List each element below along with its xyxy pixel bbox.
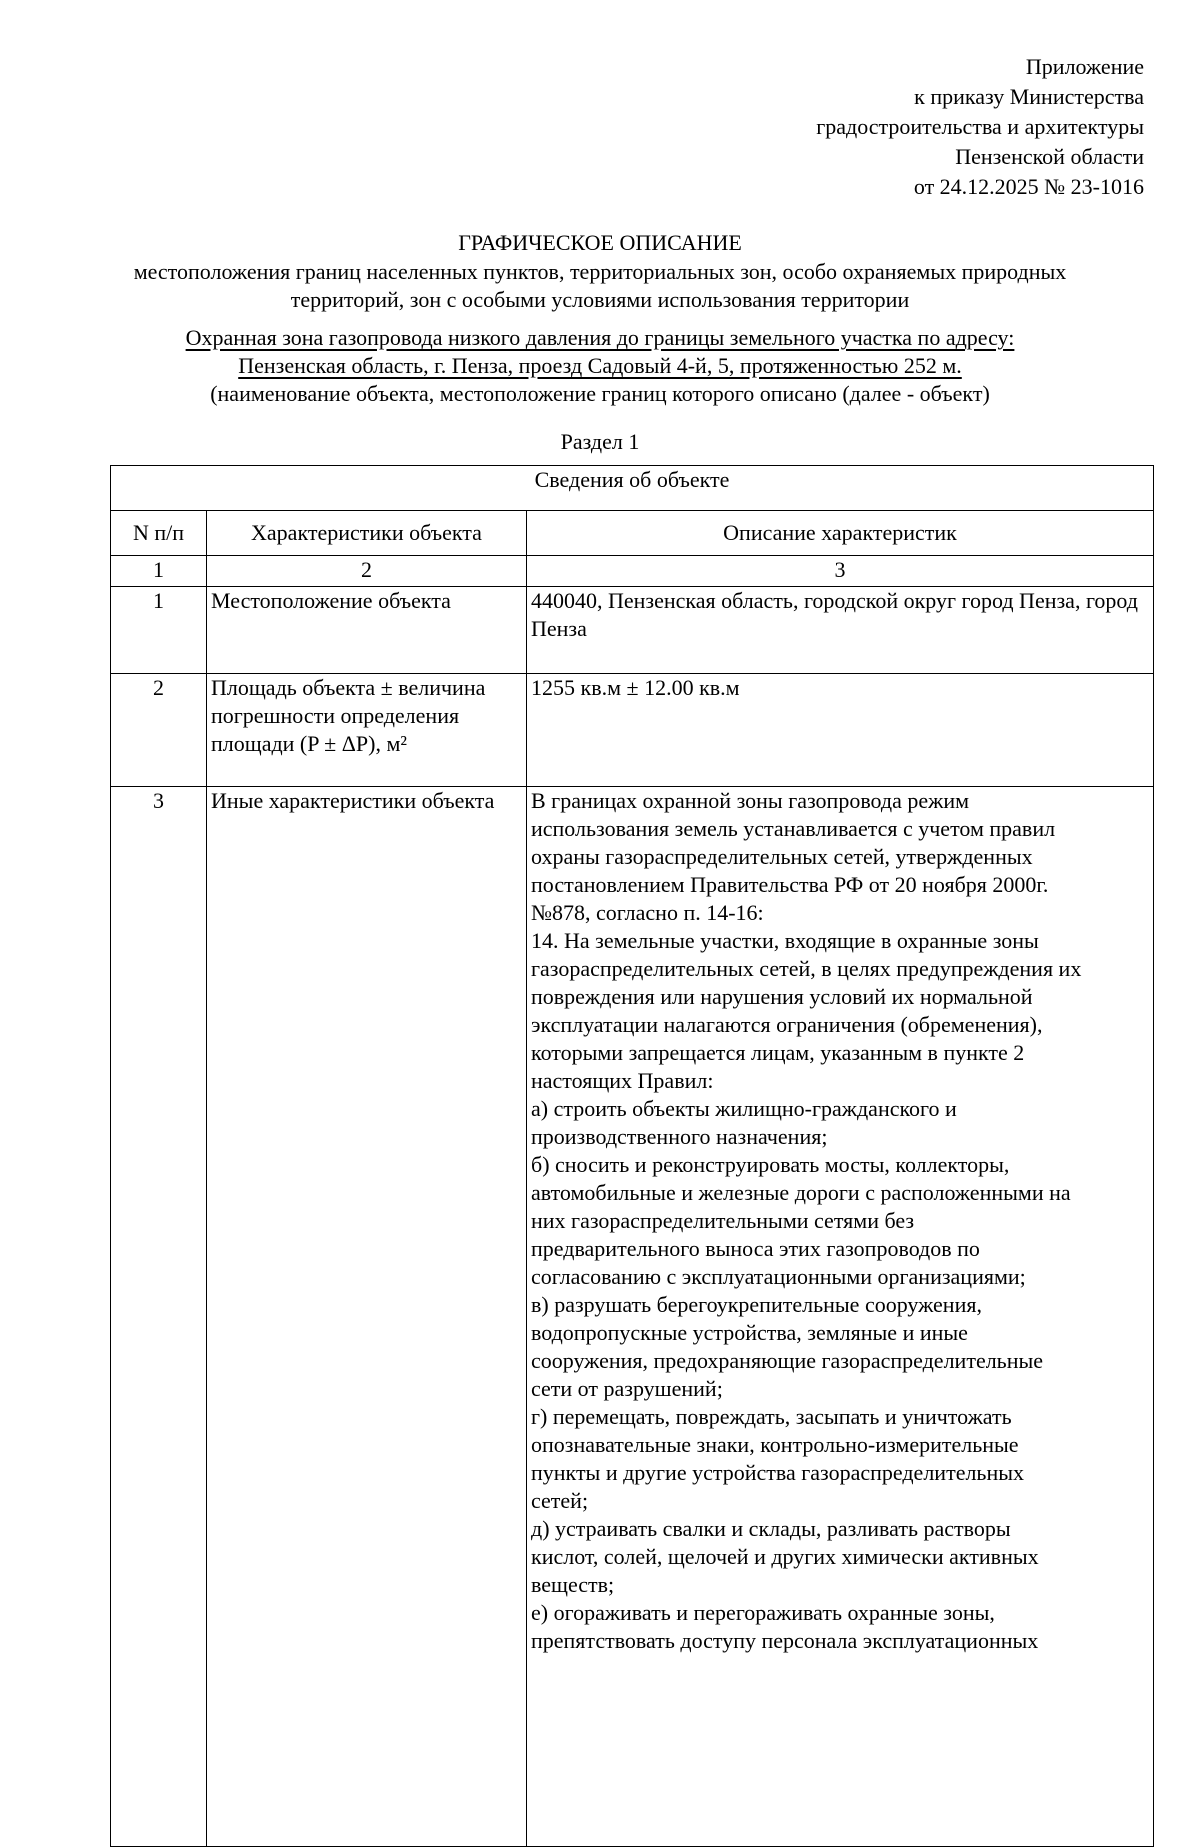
appendix-reference (816, 52, 1144, 202)
appendix-line: градостроительства и архитектуры (816, 114, 1144, 139)
title-block (100, 228, 1100, 456)
object-name-line1: Охранная зона газопровода низкого давления до границы земельного участка по адресу: (185, 325, 1015, 350)
document-title: ГРАФИЧЕСКОЕ ОПИСАНИЕ (458, 230, 742, 255)
row-characteristic: Местоположение объекта (207, 587, 527, 674)
row-num: 2 (111, 674, 207, 787)
header-characteristic: Характеристики объекта (207, 511, 527, 556)
object-info-table (110, 465, 1154, 1847)
table-caption-row (111, 466, 1154, 511)
row-num: 3 (111, 787, 207, 1847)
table-row (111, 587, 1154, 674)
row-characteristic: Площадь объекта ± величина погрешности определения площади (P ± ΔP), м² (207, 674, 527, 787)
row-description: В границах охранной зоны газопровода режим использования земель устанавливается с учетом правил охраны газораспределительных сетей, утвержденных постановлением Правительства РФ от 20 ноября 2000г. №878, согласно п. 14-16: 14. На земельные участки, входящие в охранные зоны газораспределительных сетей, в целях предупреждения их повреждения или нарушения условий их нормальной эксплуатации налагаются ограничения (обременения), которыми запрещается лицам, указанным в пункте 2 настоящих Правил: а) строить объекты жилищно-гражданского и производственного назначения; б) сносить и реконструировать мосты, коллекторы, автомобильные и железные дороги с расположенными на них газораспределительными сетями без предварительного выноса этих газопроводов по согласованию с эксплуатационными организациями; в) разрушать берегоукрепительные сооружения, водопропускные устройства, земляные и иные сооружения, предохраняющие газораспределительные сети от разрушений; г) перемещать, повреждать, засыпать и уничтожать опознавательные знаки, контрольно-измерительные пункты и другие устройства газораспределительных сетей; д) устраивать свалки и склады, разливать растворы кислот, солей, щелочей и других химически активных веществ; е) огораживать и перегораживать охранные зоны, препятствовать доступу персонала эксплуатационных (527, 787, 1154, 1847)
column-number: 3 (527, 556, 1154, 587)
document-subtitle-line2: территорий, зон с особыми условиями использования территории (290, 287, 910, 312)
table-header-row (111, 511, 1154, 556)
row-description: 440040, Пензенская область, городской округ город Пенза, город Пенза (527, 587, 1154, 674)
row-characteristic: Иные характеристики объекта (207, 787, 527, 1847)
appendix-line: к приказу Министерства (914, 84, 1144, 109)
document-subtitle-line1: местоположения границ населенных пунктов, территориальных зон, особо охраняемых природных (133, 259, 1067, 284)
object-name (100, 324, 1100, 380)
object-name-line2: Пензенская область, г. Пенза, проезд Садовый 4-й, 5, протяженностью 252 м. (238, 353, 962, 378)
appendix-line: Пензенской области (955, 144, 1144, 169)
column-number-row (111, 556, 1154, 587)
object-caption: (наименование объекта, местоположение границ которого описано (далее - объект) (210, 381, 990, 406)
table-row (111, 674, 1154, 787)
section-title: Раздел 1 (560, 429, 640, 454)
header-num: N п/п (111, 511, 207, 556)
table-caption: Сведения об объекте (111, 466, 1154, 511)
column-number: 2 (207, 556, 527, 587)
table-row (111, 787, 1154, 1847)
appendix-line: Приложение (1025, 54, 1144, 79)
row-num: 1 (111, 587, 207, 674)
appendix-line: от 24.12.2025 № 23-1016 (913, 174, 1144, 199)
row-description: 1255 кв.м ± 12.00 кв.м (527, 674, 1154, 787)
column-number: 1 (111, 556, 207, 587)
header-description: Описание характеристик (527, 511, 1154, 556)
